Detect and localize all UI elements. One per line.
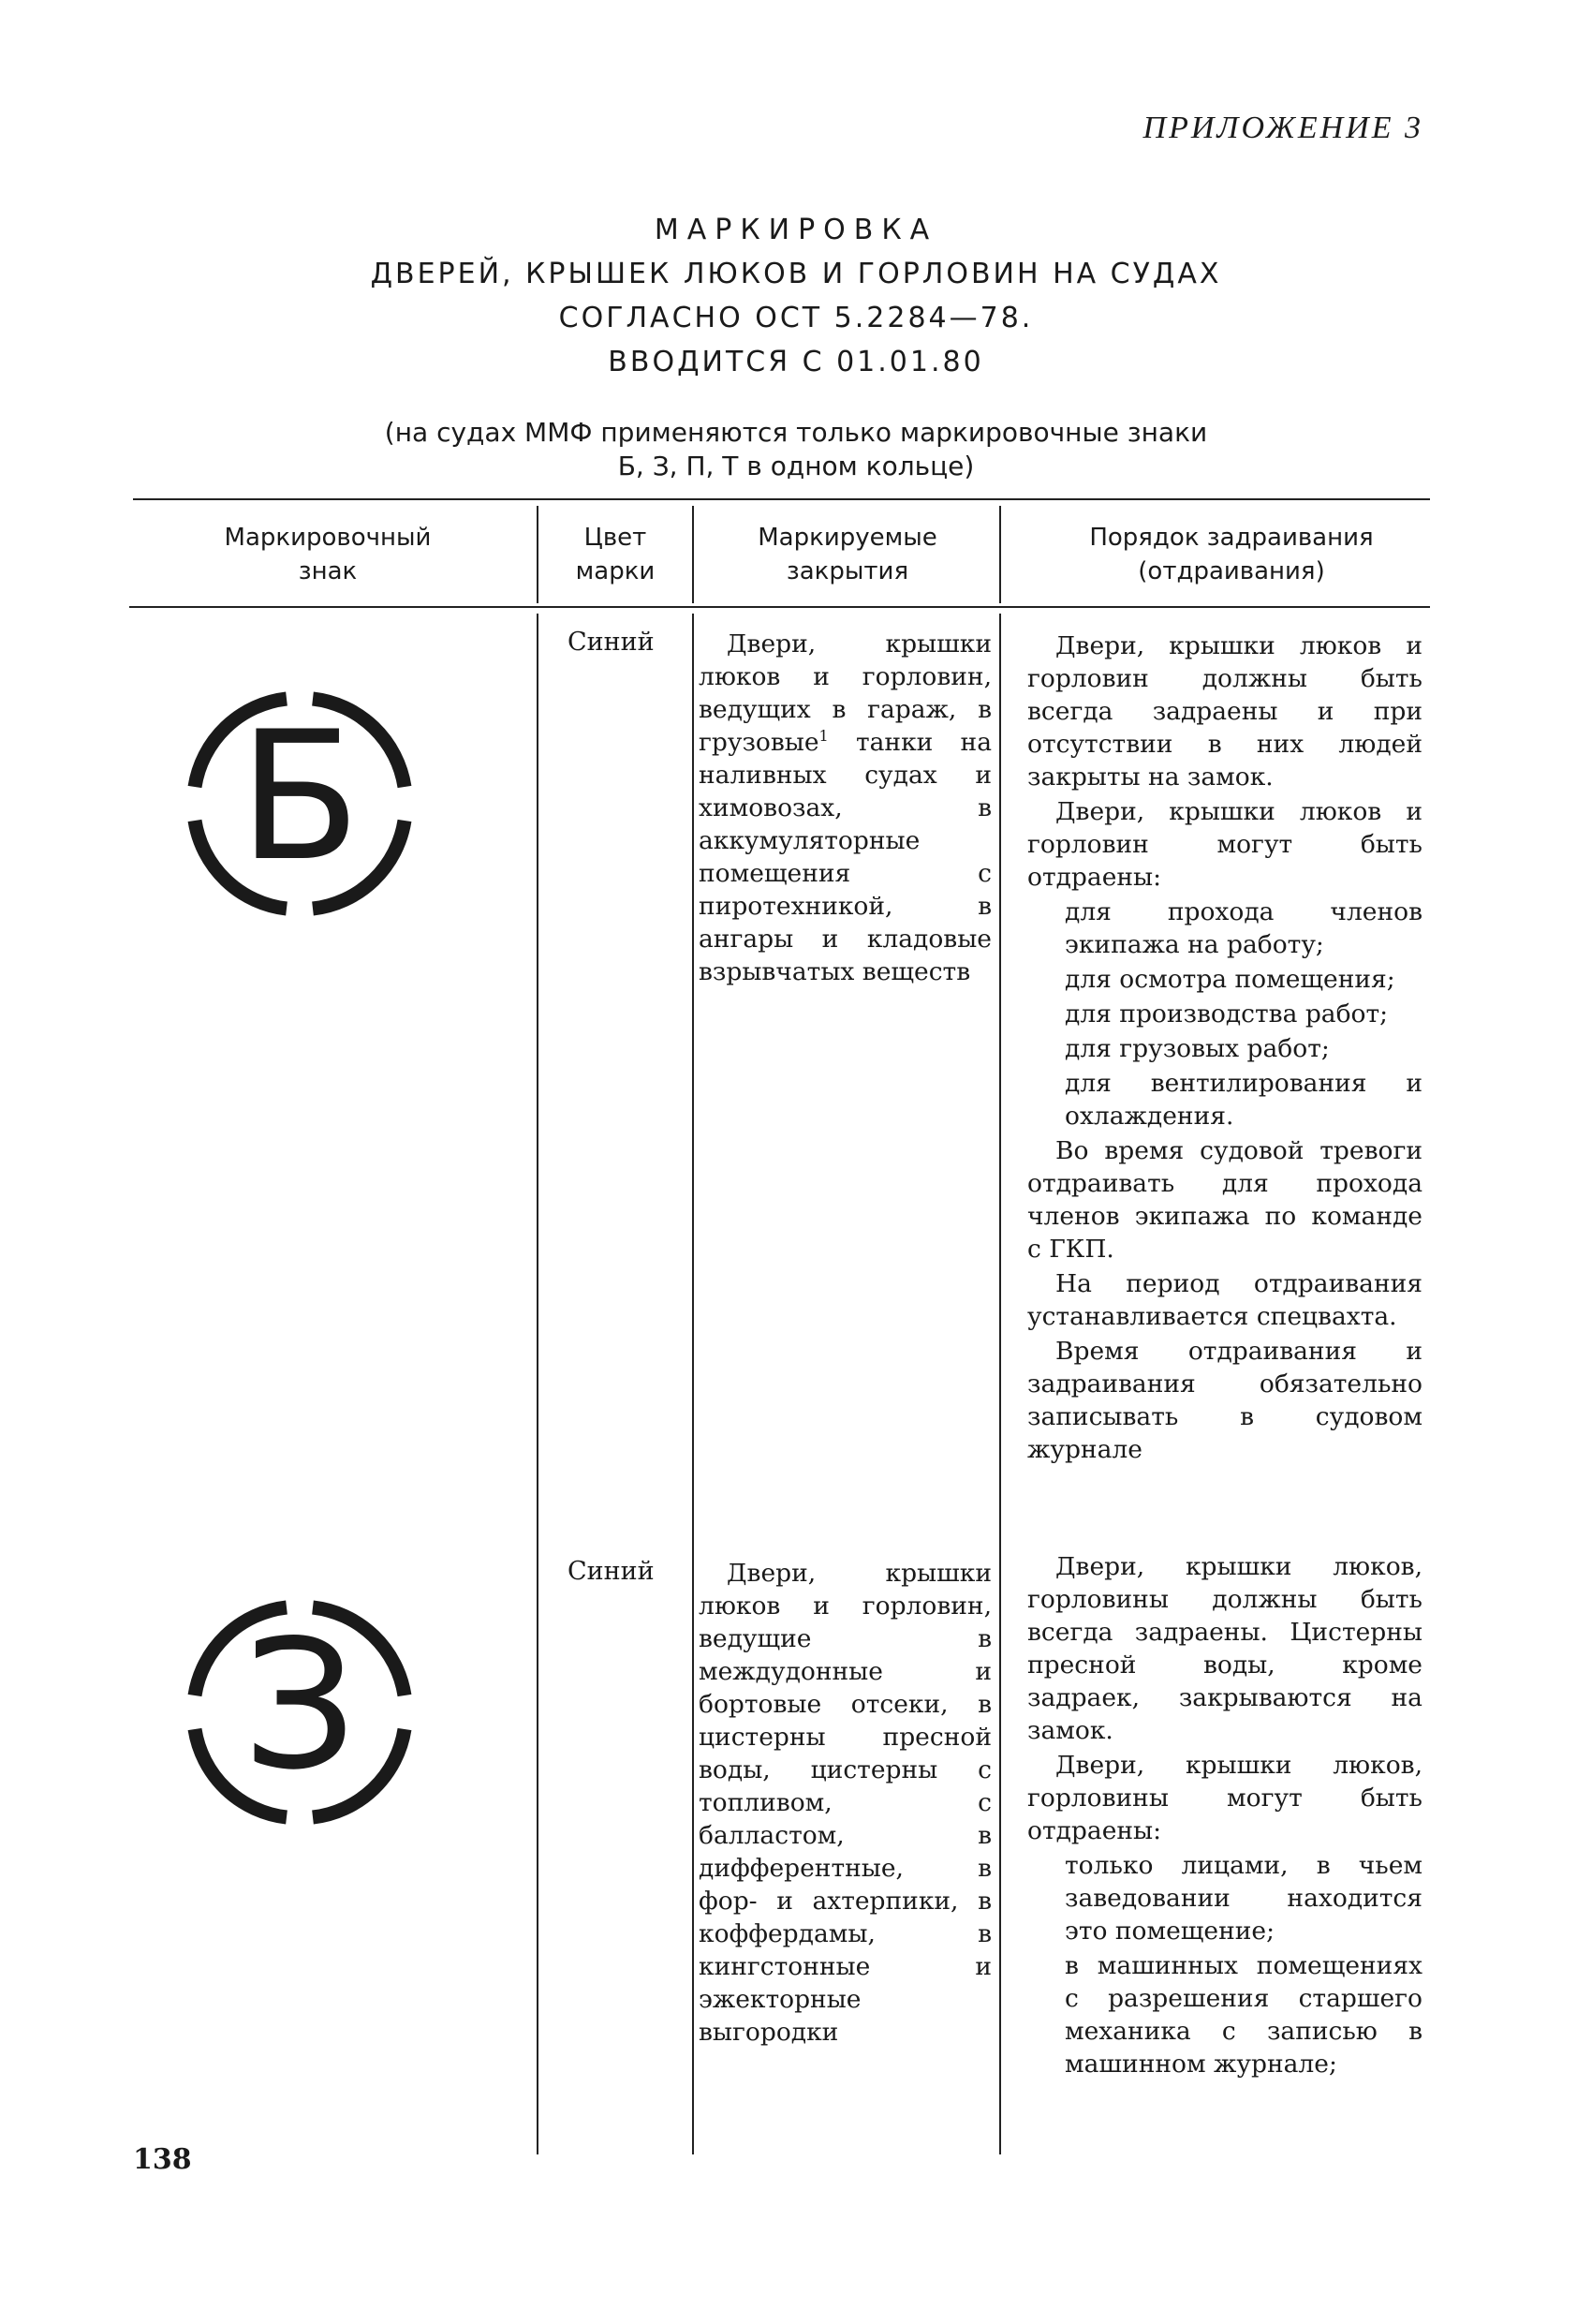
- header-bottom-rule: [129, 606, 1430, 608]
- title-line-3: СОГЛАСНО ОСТ 5.2284—78.: [558, 302, 1034, 334]
- header-closures: Маркируемые закрытия: [758, 524, 937, 585]
- note-line-1: (на судах ММФ применяются только маркировочные знаки: [384, 417, 1208, 448]
- row2-closures: [699, 1557, 992, 2050]
- row1-order-p0: Двери, крышки люков и горловин должны быть всегда задраены и при отсутствии в них людей закрыты на замок.: [1027, 631, 1422, 792]
- row1-order-p7: Во время судовой тревоги отдраивать для прохода членов экипажа по команде с ГКП.: [1027, 1136, 1422, 1264]
- table-top-rule: [133, 498, 1430, 500]
- row2-order-p2: только лицами, в чьем заведовании находится это помещение;: [1065, 1851, 1422, 1946]
- row1-order-p1: Двери, крышки люков и горловин могут быть отдраены:: [1027, 797, 1422, 892]
- header-divider-2: [692, 506, 694, 603]
- header-divider-1: [537, 506, 538, 603]
- row2-order-p1: Двери, крышки люков, горловины могут быть отдраены:: [1027, 1751, 1422, 1845]
- row1-closures-text-a: Двери, крышки люков и горловин, ведущих в гараж, в грузовые: [699, 629, 992, 757]
- row2-order-p3: в машинных помещениях с разрешения старшего механика с записью в машинном журнале;: [1065, 1951, 1422, 2079]
- row1-closures: [699, 628, 992, 990]
- row2-closures-text: Двери, крышки люков и горловин, ведущие в междудонные и бортовые отсеки, в цистерны пресной воды, цистерны с топливом, с балластом, в дифферентные, в фор- и ахтерпики, в коффердамы, в кингстонные и эжекторные выгородки: [699, 1559, 992, 2047]
- header-color: Цвет марки: [575, 524, 656, 585]
- marking-sign-z: [150, 1562, 450, 1862]
- header-sign: Маркировочный знак: [224, 524, 432, 585]
- row1-order-p9: Время отдраивания и задраивания обязательно записывать в судовом журнале: [1027, 1337, 1422, 1464]
- body-divider-1: [537, 614, 538, 2154]
- row1-order-p2: для прохода членов экипажа на работу;: [1065, 897, 1422, 959]
- row1-closures-text-b: танки на наливных судах и химовозах, в аккумуляторные помещения с пиротехникой, в ангары и кладовые взрывчатых веществ: [699, 728, 992, 986]
- page-number: 138: [133, 2143, 192, 2176]
- title-line-2: ДВЕРЕЙ, КРЫШЕК ЛЮКОВ И ГОРЛОВИН НА СУДАХ: [370, 258, 1222, 290]
- marking-sign-b: [150, 654, 450, 954]
- body-divider-2: [692, 614, 694, 2154]
- mark-letter-z: З: [243, 1602, 357, 1809]
- footnote-marker: 1: [818, 727, 829, 746]
- header-divider-3: [999, 506, 1001, 603]
- usage-note: [0, 416, 1592, 483]
- appendix-label: ПРИЛОЖЕНИЕ 3: [1142, 111, 1423, 145]
- mark-letter-b: Б: [238, 693, 361, 900]
- row1-order-p8: На период отдраивания устанавливается спецвахта.: [1027, 1269, 1422, 1331]
- document-title: [0, 208, 1592, 384]
- title-line-4: ВВОДИТСЯ С 01.01.80: [608, 346, 984, 378]
- note-line-2: Б, З, П, Т в одном кольце): [617, 451, 975, 481]
- row1-order-p5: для грузовых работ;: [1065, 1034, 1330, 1063]
- row1-order-p6: для вентилирования и охлаждения.: [1065, 1069, 1422, 1131]
- title-line-1: МАРКИРОВКА: [654, 214, 938, 246]
- header-order: Порядок задраивания (отдраивания): [1089, 524, 1374, 585]
- row1-color: Синий: [568, 628, 655, 657]
- row2-order: [1027, 1550, 1422, 2082]
- row1-order: [1027, 629, 1422, 1468]
- row1-order-p4: для производства работ;: [1065, 999, 1389, 1029]
- row1-order-p3: для осмотра помещения;: [1065, 965, 1395, 994]
- row2-color: Синий: [568, 1557, 655, 1586]
- row2-order-p0: Двери, крышки люков, горловины должны быть всегда задраены. Цистерны пресной воды, кроме задраек, закрываются на замок.: [1027, 1552, 1422, 1745]
- body-divider-3: [999, 614, 1001, 2154]
